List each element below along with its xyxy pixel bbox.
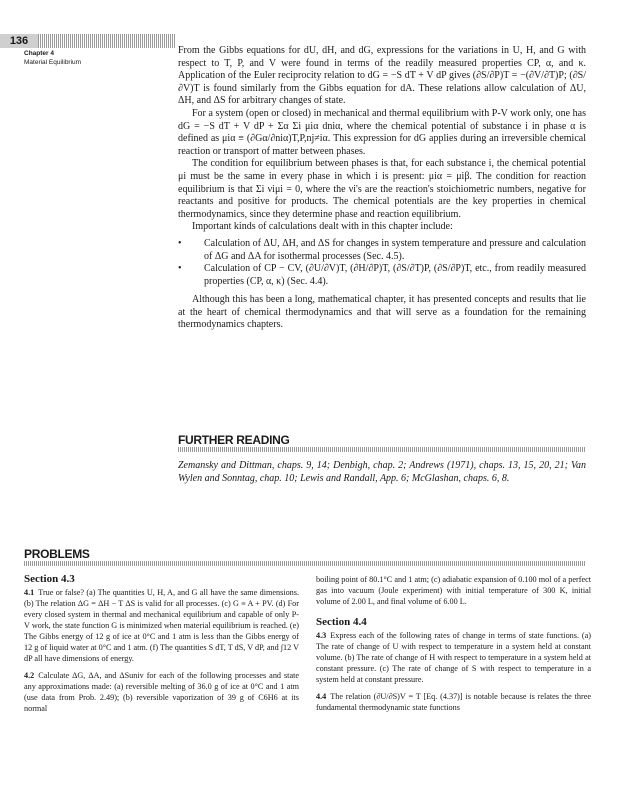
further-reading-rule [178, 447, 586, 452]
paragraph: From the Gibbs equations for dU, dH, and dG, expressions for the variations in U, H, and G with respect to T, P, and V were found in terms of the readily measured properties CP, α, and κ. Application of the Euler reciprocity relation to dG = −S dT + V dP gives (∂S/∂P)T = −(∂V/∂T)P; (∂S/∂V)T is found similarly from the Gibbs equation for dA. These relations allow calculation of ΔU, ΔH, and ΔS for arbitrary changes of state. [178, 45, 586, 107]
paragraph: For a system (open or closed) in mechanical and thermal equilibrium with P-V work only, one has dG = −S dT + V dP + Σα Σi μiα dniα, where the chemical potential of substance i in phase α is defined as μiα ≡ (∂Gα/∂niα)T,P,nj≠iα. This expression for dG applies during an irreversible chemical reaction or transport of matter between phases. [178, 107, 586, 157]
chapter-marker [24, 49, 174, 67]
problem-item: 4.2 Calculate ΔG, ΔA, and ΔSuniv for each of the following processes and state any approximations made: (a) reversible melting of 36.0 g of ice at 0°C and 1 atm (use data from Prob. 2.49); (b) reversible vaporization of 39 g of C6H6 at its normal [24, 671, 299, 713]
problem-continuation: boiling point of 80.1°C and 1 atm; (c) adiabatic expansion of 0.100 mol of a perfect gas into vacuum (Joule experiment) with initial temperature of 300 K, initial volume of 2.00 L, and final volume of 6.00 L. [316, 575, 591, 606]
problems-rule [24, 561, 586, 566]
section-heading: Section 4.4 [316, 616, 367, 628]
chapter-label: Chapter 4 [24, 50, 54, 57]
main-text [178, 45, 586, 332]
problem-item: 4.1 True or false? (a) The quantities U, H, A, and G all have the same dimensions. (b) The relation ΔG = ΔH − T ΔS is valid for all processes. (c) G ≡ A + PV. (d) For every closed system in thermal and mechanical equilibrium and capable of only P-V work, the state function G is minimized when material equilibrium is reached. (e) The Gibbs energy of 12 g of ice at 0°C and 1 atm is less than the Gibbs energy of 12 g of liquid water at 0°C and 1 atm. (f) The quantities S dT, T dS, V dP, and ∫12 V dP all have dimensions of energy. [24, 588, 299, 663]
header-rule [38, 34, 176, 48]
page-number: 136 [0, 34, 38, 48]
problem-item: 4.4 The relation (∂U/∂S)V = T [Eq. (4.37)] is notable because is relates the three fundamental thermodynamic state functions [316, 692, 591, 712]
paragraph: The condition for equilibrium between phases is that, for each substance i, the chemical potential μi must be the same in every phase in which i is present: μiα = μiβ. The condition for reaction equilibrium is that Σi νiμi = 0, where the νi's are the reaction's stoichiometric numbers, negative for reactants and positive for products. The chemical potentials are the key properties in chemical thermodynamics, since they determine phase and reaction equilibrium. [178, 158, 586, 220]
further-reading-heading: FURTHER READING [178, 433, 290, 447]
problems-left-column [24, 574, 299, 720]
problems-right-column [316, 574, 591, 719]
bullet-item: • Calculation of CP − CV, (∂U/∂V)T, (∂H/∂P)T, (∂S/∂T)P, (∂S/∂P)T, etc., from readily measured properties (CP, α, κ) (Sec. 4.4). [178, 263, 586, 288]
section-heading: Section 4.3 [24, 573, 75, 585]
problems-heading: PROBLEMS [24, 547, 90, 561]
bullet-list [178, 238, 586, 288]
paragraph: Although this has been a long, mathematical chapter, it has presented concepts and results that lie at the heart of chemical thermodynamics and that will serve as a foundation for the remaining thermodynamics chapters. [178, 294, 586, 331]
page-header [0, 34, 176, 48]
bullet-item: • Calculation of ΔU, ΔH, and ΔS for changes in system temperature and pressure and calculation of ΔG and ΔA for isothermal processes (Sec. 4.5). [178, 238, 586, 263]
paragraph: Important kinds of calculations dealt with in this chapter include: [192, 221, 453, 233]
chapter-title: Material Equilibrium [24, 59, 82, 66]
further-reading-text: Zemansky and Dittman, chaps. 9, 14; Denbigh, chap. 2; Andrews (1971), chaps. 13, 15, 20, 21; Van Wylen and Sonntag, chap. 10; Lewis and Randall, App. 6; McGlashan, chaps. 6, 8. [178, 460, 586, 484]
problem-item: 4.3 Express each of the following rates of change in terms of state functions. (a) The rate of change of U with respect to temperature in a system held at constant volume. (b) The rate of change of H with respect to temperature in a system held at constant pressure. (c) The rate of change of S with respect to temperature in a system held at constant pressure. [316, 631, 591, 684]
